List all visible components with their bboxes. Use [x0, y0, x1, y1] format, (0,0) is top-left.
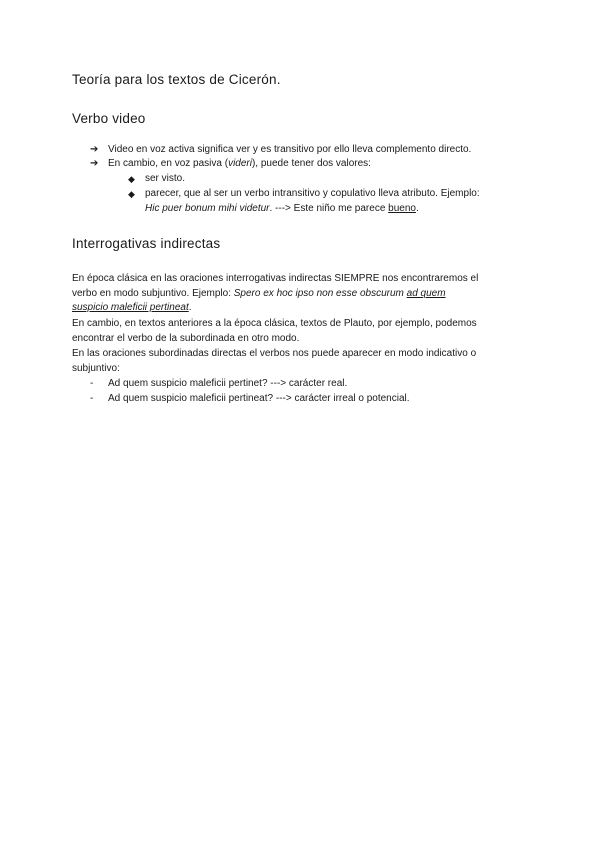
- italic-text: videri: [228, 158, 252, 169]
- underlined-word: bueno: [388, 203, 416, 214]
- list-item: Ad quem suspicio maleficii pertinet? ---> carácter real.: [108, 378, 348, 389]
- arrow-bullet-icon: ➔: [90, 158, 99, 169]
- underlined-latin: ad quem: [406, 288, 446, 299]
- dash-bullet-icon: -: [90, 393, 94, 404]
- sub-list-item: parecer, que al ser un verbo intransitivo y copulativo lleva atributo. Ejemplo:: [145, 188, 480, 199]
- paragraph-line: [72, 301, 192, 315]
- latin-example: Hic puer bonum mihi videtur: [145, 203, 270, 214]
- text-run: .: [415, 203, 419, 214]
- paragraph-line: [72, 287, 446, 301]
- sub-list-item-continuation: [145, 202, 419, 216]
- dash-bullet-icon: -: [90, 378, 94, 389]
- underlined-latin: suspicio maleficii pertineat: [72, 302, 189, 313]
- list-item: Video en voz activa significa ver y es transitivo por ello lleva complemento directo.: [108, 144, 472, 155]
- sub-list-item: ser visto.: [145, 173, 186, 184]
- text-run: .: [188, 302, 192, 313]
- paragraph-line: En cambio, en textos anteriores a la época clásica, textos de Plauto, por ejemplo, podemos: [72, 318, 477, 329]
- section-heading-interrogativas: Interrogativas indirectas: [72, 236, 221, 251]
- list-item: [108, 157, 371, 171]
- diamond-bullet-icon: ◆: [128, 174, 135, 184]
- paragraph-line: encontrar el verbo de la subordinada en otro modo.: [72, 333, 300, 344]
- arrow-bullet-icon: ➔: [90, 144, 99, 155]
- paragraph-line: En época clásica en las oraciones interrogativas indirectas SIEMPRE nos encontraremos el: [72, 273, 479, 284]
- text-run: En cambio, en voz pasiva (: [108, 158, 229, 169]
- text-run: ), puede tener dos valores:: [251, 158, 371, 169]
- section-heading-verbo-video: Verbo video: [72, 111, 146, 126]
- text-run: . ---> Este niño me parece: [269, 203, 389, 214]
- latin-example: Spero ex hoc ipso non esse obscurum: [233, 288, 407, 299]
- list-item: Ad quem suspicio maleficii pertineat? ---> carácter irreal o potencial.: [108, 393, 410, 404]
- diamond-bullet-icon: ◆: [128, 189, 135, 199]
- paragraph-line: subjuntivo:: [72, 363, 120, 374]
- text-run: verbo en modo subjuntivo. Ejemplo:: [72, 288, 234, 299]
- paragraph-line: En las oraciones subordinadas directas el verbos nos puede aparecer en modo indicativo o: [72, 348, 477, 359]
- document-title: Teoría para los textos de Cicerón.: [72, 72, 281, 87]
